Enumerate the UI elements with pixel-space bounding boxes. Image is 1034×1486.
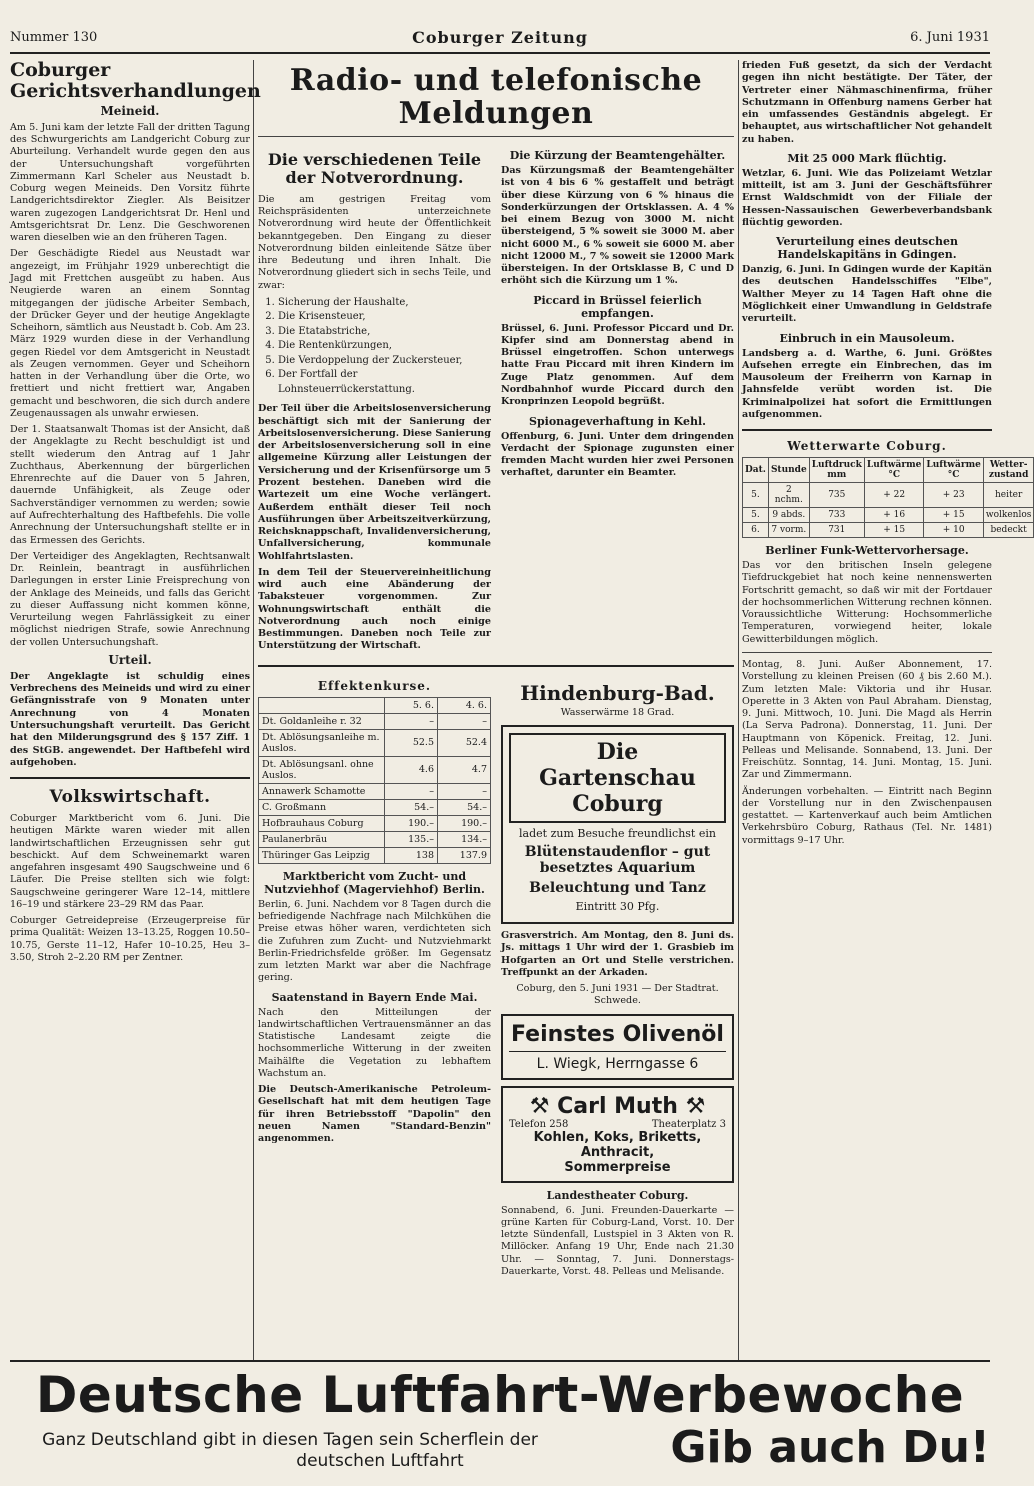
news-text: frieden Fuß gesetzt, da sich der Verdacht gegen ihn nicht bestätigte. Der Täter, der Vertreter einer Nähmaschinenfirma, früher Schutzmann in Offenburg namens Gerber hat ein umfassendes Geständnis abgelegt. Er behauptet, aus wirtschaftlicher Not gehandelt zu haben. <box>742 60 992 145</box>
banner-title: Deutsche Luftfahrt-Werbewoche <box>35 1366 965 1424</box>
market-report: Coburger Marktbericht vom 6. Juni. Die heutigen Märkte waren wieder mit allen landwirtschaftlichen Erzeugnissen sehr gut beschickt. Auf dem Schweinemarkt waren angefahren insgesamt 490 Saugschweine und 6 Läufer. Die Preise stellten sich wie folgt: Saugschweine geringerer Ware 12–14, mittlere 16–19 und stärkere 23–29 RM das Paar. <box>10 813 250 910</box>
grass-notice: Grasverstrich. Am Montag, den 8. Juni ds. Js. mittags 1 Uhr wird der 1. Grasbieb im Hofgarten an Ort und Stelle verstrichen. Treffpunkt an der Arkaden. <box>501 929 734 978</box>
list-item: 6. Der Fortfall der Lohnsteuerrückerstattung. <box>278 368 491 397</box>
ad-line: ladet zum Besuche freundlichst ein <box>519 826 716 840</box>
market-body: Berlin, 6. Juni. Nachdem vor 8 Tagen durch die befriedigende Nachfrage nach Milchkühen die Preise etwas höher waren, verdichteten sich die Zufuhren zum Zucht- und Nutzviehmarkt Berlin-Friedrichsfelde größer. Im Gegensatz zum letzten Markt war aber die Nachfrage gering. <box>258 898 491 984</box>
radio-heading: Radio- und telefonische Meldungen <box>289 63 703 131</box>
forecast-title: Berliner Funk-Wettervorhersage. <box>765 544 969 558</box>
court-paragraph: Am 5. Juni kam der letzte Fall der dritten Tagung des Schwurgerichts am Landgericht Coburg zur Aburteilung. Verhandelt wurde gegen den aus der Untersuchungshaft vorgeführten Zimmermann Karl Scheler aus Neustadt b. Coburg wegen Meineids. Den Vorsitz führte Landgerichtsdirektor Ziegler. Als Beisitzer waren zugezogen Landgerichtsrat Dr. Henl und Amtsgerichtsrat Dr. Lenz. Die Geschworenen waren dieselben wie an den früheren Tagen. <box>10 121 250 244</box>
table-row: Dt. Goldanleihe r. 32 – – <box>259 713 491 729</box>
securities-table <box>258 697 491 864</box>
rule <box>742 429 992 431</box>
list-item: 3. Die Etatabstriche, <box>278 325 491 340</box>
banner-cta: Gib auch Du! <box>670 1422 990 1473</box>
issue-number: Nummer 130 <box>10 30 98 45</box>
market-title: Marktbericht vom Zucht- und Nutzviehhof (Magerviehhof) Berlin. <box>264 869 485 896</box>
table-row: 5. 2 nchm. 735 + 22 + 23 heiter <box>743 483 1034 508</box>
securities-title: Effektenkurse. <box>317 678 432 693</box>
column-divider <box>253 60 254 1360</box>
masthead: Coburger Zeitung <box>412 28 588 47</box>
table-row: 5. 9 abds. 733 + 16 + 15 wolkenlos <box>743 508 1034 523</box>
column-right <box>742 60 1032 1360</box>
hindenburg-bad-title: Hindenburg-Bad. <box>520 680 715 705</box>
garden-show-ad <box>501 725 734 924</box>
table-header <box>259 697 491 713</box>
ad-sub: L. Wiegk, Herrngasse 6 <box>509 1051 726 1072</box>
finance-column <box>258 675 491 1282</box>
banner-text: Ganz Deutschland gibt in diesen Tagen sein Scherflein der deutschen Luftfahrt <box>42 1430 538 1472</box>
ad-summer: Sommerpreise <box>564 1159 671 1175</box>
ad-phone: Telefon 258 <box>509 1118 569 1130</box>
list-item: 4. Die Rentenkürzungen, <box>278 339 491 354</box>
article-title: Piccard in Brüssel feierlich empfangen. <box>533 293 702 320</box>
article-title: Die verschiedenen Teile der Notverordnung. <box>267 150 482 188</box>
verdict-title: Urteil. <box>108 652 152 667</box>
date-col: 5. 6. <box>385 697 438 713</box>
ad-line: Beleuchtung und Tanz <box>529 879 706 896</box>
economy-heading: Volkswirtschaft. <box>49 787 211 808</box>
article-beamte <box>501 143 734 657</box>
table-row: Annawerk Schamotte – – <box>259 783 491 799</box>
news-title: Mit 25 000 Mark flüchtig. <box>787 151 947 165</box>
section-rule <box>10 777 250 779</box>
list-item: 1. Sicherung der Haushalte, <box>278 296 491 311</box>
article-body: Das Kürzungsmaß der Beamtengehälter ist von 4 bis 6 % gestaffelt und beträgt über diese Kürzung von 6 % hinaus die Sonderkürzungen der Ortsklassen. A. 4 % bei einem Bezug von 3000 M. nicht übersteigend, 5 % soweit sie 3000 M. aber nicht 6000 M., 6 % soweit sie 6000 M. aber nicht 12000 M., 7 % soweit sie 12000 Mark übersteigen. In der Ortsklasse B, C und D erhöht sich die Kürzung um 1 %. <box>501 165 734 287</box>
weather-title: Wetterwarte Coburg. <box>787 439 947 454</box>
lower-middle <box>258 675 734 1282</box>
column-middle <box>258 60 734 1360</box>
column-left <box>10 59 261 1360</box>
table-row: Dt. Ablösungsanl. ohne Auslos. 4.6 4.7 <box>259 756 491 783</box>
article-title: Die Kürzung der Beamtengehälter. <box>509 149 726 162</box>
court-subheading: Meineid. <box>100 103 160 118</box>
article-body: Offenburg, 6. Juni. Unter dem dringenden Verdacht der Spionage zugunsten einer fremden Macht wurden hier zwei Personen verhaftet, darunter ein Beamter. <box>501 430 734 479</box>
table-row: Dt. Ablösungsanleihe m. Auslos. 52.5 52.4 <box>259 729 491 756</box>
hammer-icon: ⚒ <box>529 1093 550 1119</box>
article-body: Brüssel, 6. Juni. Professor Piccard und Dr. Kipfer sind am Donnerstag abend in Brüssel eingetroffen. Schon unterwegs hatte Frau Piccard mit ihren Kindern im Zuge Platz genommen. Auf dem Nordbahnhof wurde Piccard durch den Kronprinzen Leopold begrüßt. <box>501 322 734 408</box>
rule <box>258 136 734 137</box>
table-row: Thüringer Gas Leipzig 138 137.9 <box>259 847 491 863</box>
article-intro: Die am gestrigen Freitag vom Reichspräsidenten unterzeichnete Notverordnung wird heute der Öffentlichkeit bekanntgegeben. Den Eingang zu dieser Notverordnung bilden einleitende Sätze über ihre Bedeutung und ihren Inhalt. Die Notverordnung gliedert sich in sechs Teile, und zwar: <box>258 193 491 291</box>
olive-oil-ad <box>501 1014 734 1080</box>
theater-program: Montag, 8. Juni. Außer Abonnement, 17. Vorstellung zu kleinen Preisen (60 ₰ bis 2.60 M.). Zum letzten Male: Viktoria und ihr Husar. Operette in 3 Akten von Paul Abraham. Dienstag, 9. Juni. Mittwoch, 10. Juni. Die Magd als Herrin (La Serva Padrona). Donnerstag, 11. Juni. Der Hauptmann von Köpenick. Freitag, 12. Juni. Pelleas und Melisande. Sonnabend, 13. Juni. Der Freischütz. Sonntag, 14. Juni. Montag, 15. Juni. Zar und Zimmermann. <box>742 658 992 781</box>
weather-table <box>742 457 1034 538</box>
table-row: Paulanerbräu 135.– 134.– <box>259 831 491 847</box>
court-paragraph: Der Verteidiger des Angeklagten, Rechtsanwalt Dr. Reinlein, beantragt in ausführlichen Darlegungen in erster Linie Freisprechung von der Anklage des Meineids, und falls das Gericht zu dieser Auffassung nicht kommen könne, Verurteilung wegen Fahrlässigkeit zu einer möglichst niedrigen Strafe, sowie Anrechnung der vollen Untersuchungshaft. <box>10 550 250 648</box>
rule <box>742 652 992 653</box>
grain-prices: Coburger Getreidepreise (Erzeugerpreise für prima Qualität: Weizen 13–13.25, Roggen 10.50–10.75, Gerste 11–12, Hafer 10–10.25, Heu 3–3.50, Stroh 2–2.20 RM per Zentner. <box>10 915 250 963</box>
ad-title: Die Gartenschau Coburg <box>509 733 726 823</box>
date-col: 4. 6. <box>438 697 491 713</box>
petrol-notice: Die Deutsch-Amerikanische Petroleum-Gesellschaft hat mit dem heutigen Tage für ihren Betriebsstoff "Dapolin" den neuen Namen "Standard-Benzin" angenommen. <box>258 1084 491 1145</box>
ad-title: Feinstes Olivenöl <box>511 1021 724 1047</box>
aviation-banner <box>10 1366 990 1476</box>
ad-goods: Kohlen, Koks, Briketts, Anthracit, <box>533 1129 702 1160</box>
theater-body: Sonnabend, 6. Juni. Freunden-Dauerkarte — grüne Karten für Coburg-Land, Vorst. 10. Der letzte Sündenfall, Lustspiel in 3 Akten von R. Millöcker. Anfang 19 Uhr, Ende nach 21.30 Uhr. — Sonntag, 7. Juni. Donnerstags-Dauerkarte, Vorst. 48. Pelleas und Melisande. <box>501 1204 734 1277</box>
court-paragraph: Der Geschädigte Riedel aus Neustadt war angezeigt, im Frühjahr 1929 unberechtigt die Jagd mit Frettchen ausgeübt zu haben. Aus Neugierde waren an einem Sonntag mitgegangen der jüdische Arbeiter Sembach, der Drücker Geyer und der heutige Angeklagte Scheihorn, sämtlich aus Neustadt b. Cob. Am 23. März 1929 wurden diese in der Verhandlung gegen Riedel vor dem Amtsgericht in Neustadt als Zeugen vernommen. Geyer und Scheihorn hatten in der Verhandlung über die Orte, wo frettiert und nicht frettiert war, Angaben gemacht und beschworen, die sich durch andere Zeugenaussagen als unwahr erwiesen. <box>10 248 250 419</box>
table-row: Hofbrauhaus Coburg 190.– 190.– <box>259 815 491 831</box>
ad-price: Eintritt 30 Pfg. <box>575 899 660 913</box>
header-rule <box>10 52 990 54</box>
banner-rule <box>10 1360 990 1362</box>
table-row: C. Großmann 54.– 54.– <box>259 799 491 815</box>
ad-line: Blütenstaudenflor – gut besetztes Aquarium <box>524 843 711 876</box>
article-body: In dem Teil der Steuervereinheitlichung wird auch eine Abänderung der Tabaksteuer vorgenommen. Zur Wohnungswirtschaft enthält die Notverordnung auch noch einige Bestimmungen. Daneben noch Teile zur Unterstützung der Wirtschaft. <box>258 566 491 652</box>
list-item: 5. Die Verdoppelung der Zuckersteuer, <box>278 354 491 369</box>
column-divider <box>738 60 739 1360</box>
crops-body: Nach den Mitteilungen der landwirtschaftlichen Vertrauensmänner an das Statistische Landesamt zeigte die hochsommerliche Witterung in der zweiten Maihälfte die Vegetation zu lebhaftem Wachstum an. <box>258 1006 491 1079</box>
rule <box>258 665 734 667</box>
theater-title: Landestheater Coburg. <box>546 1188 689 1202</box>
crops-title: Saatenstand in Bayern Ende Mai. <box>271 990 478 1004</box>
news-title: Einbruch in ein Mausoleum. <box>779 331 955 345</box>
coal-ad <box>501 1086 734 1183</box>
grass-signature: Coburg, den 5. Juni 1931 — Der Stadtrat. Schwede. <box>516 983 719 1007</box>
ad-title: Carl Muth <box>557 1093 678 1119</box>
news-title: Verurteilung eines deutschen Handelskapitäns in Gdingen. <box>776 235 958 262</box>
news-text: Danzig, 6. Juni. In Gdingen wurde der Kapitän des deutschen Handelsschiffes "Elbe", Walther Meyer zu 14 Tagen Haft ohne die Möglichkeit einer Umwandlung in Geldstrafe verurteilt. <box>742 264 992 325</box>
radio-articles <box>258 143 734 657</box>
news-text: Wetzlar, 6. Juni. Wie das Polizeiamt Wetzlar mitteilt, ist am 3. Juni der Geschäftsführer Ernst Waldschmidt von der Filiale der Hessen-Nassauischen Gewerbeverbandsbank flüchtig geworden. <box>742 167 992 228</box>
article-body: Der Teil über die Arbeitslosenversicherung beschäftigt sich mit der Sanierung der Arbeitslosenversicherung. Diese Sanierung der Arbeitslosenversicherung soll in eine allgemeine Kürzung aller Leistungen der Versicherung und der Krisenfürsorge um 5 Prozent bestehen. Daneben wird die Wartezeit um eine Woche verlängert. Außerdem enthält dieser Teil noch Ausführungen über Arbeitszeitverkürzung, Reichsknappschaft, Invalidenversicherung, Unfallversicherung, kommunale Wohlfahrtslasten. <box>258 403 491 562</box>
theater-notice: Änderungen vorbehalten. — Eintritt nach Beginn der Vorstellung nur in den Zwischenpausen gestattet. — Kartenverkauf auch beim Amtlichen Verkehrsbüro Coburg, Rathaus (Tel. Nr. 1481) vormittags 9–17 Uhr. <box>742 785 992 846</box>
issue-date: 6. Juni 1931 <box>910 30 990 45</box>
hammer-icon: ⚒ <box>685 1093 706 1119</box>
page-header <box>10 26 990 48</box>
article-notverordnung <box>258 143 491 657</box>
list-item: 2. Die Krisensteuer, <box>278 310 491 325</box>
table-header: Dat. Stunde Luftdruck mm Luftwärme °C Luftwärme °C Wetter-zustand <box>743 458 1034 483</box>
ads-column <box>501 675 734 1282</box>
article-title: Spionageverhaftung in Kehl. <box>529 414 706 428</box>
forecast-text: Das vor den britischen Inseln gelegene Tiefdruckgebiet hat noch keine nennenswerten Fortschritt gemacht, so daß wir mit der Fortdauer der hochsommerlichen Witterung rechnen können. Voraussichtliche Witterung: Hochsommerliche Temperaturen, vorwiegend heiter, lokale Gewitterbildungen möglich. <box>742 560 992 645</box>
parts-list <box>278 296 491 398</box>
verdict-text: Der Angeklagte ist schuldig eines Verbrechens des Meineids und wird zu einer Gefängnisstrafe von 9 Monaten unter Anrechnung von 4 Monaten Untersuchungshaft verurteilt. Das Gericht hat den Milderungsgrund des § 157 Ziff. 1 des StGB. angewendet. Der Haftbefehl wird aufgehoben. <box>10 670 250 768</box>
court-paragraph: Der 1. Staatsanwalt Thomas ist der Ansicht, daß der Angeklagte zu Recht beschuldigt ist und stellt wiederum den Antrag auf 1 Jahr Zuchthaus, Aberkennung der bürgerlichen Ehrenrechte auf die Dauer von 5 Jahren, dauernde Unfähigkeit, als Zeuge oder Sachverständiger vernommen zu werden; sowie auf Aufrechterhaltung des Haftbefehls. Die volle Anrechnung der Untersuchungshaft stellte er in das Ermessen des Gerichts. <box>10 424 250 546</box>
court-heading: Coburger Gerichtsverhandlungen <box>10 59 261 102</box>
ad-address: Theaterplatz 3 <box>651 1118 726 1130</box>
news-text: Landsberg a. d. Warthe, 6. Juni. Größtes Aufsehen erregte ein Einbrechen, das im Mausoleum der Freiherrn von Karnap in Jahnsfelde verübt worden ist. Die Kriminalpolizei hat sofort die Ermittlungen aufgenommen. <box>742 347 992 420</box>
table-row: 6. 7 vorm. 731 + 15 + 10 bedeckt <box>743 523 1034 538</box>
water-temperature: Wasserwärme 18 Grad. <box>560 706 675 718</box>
